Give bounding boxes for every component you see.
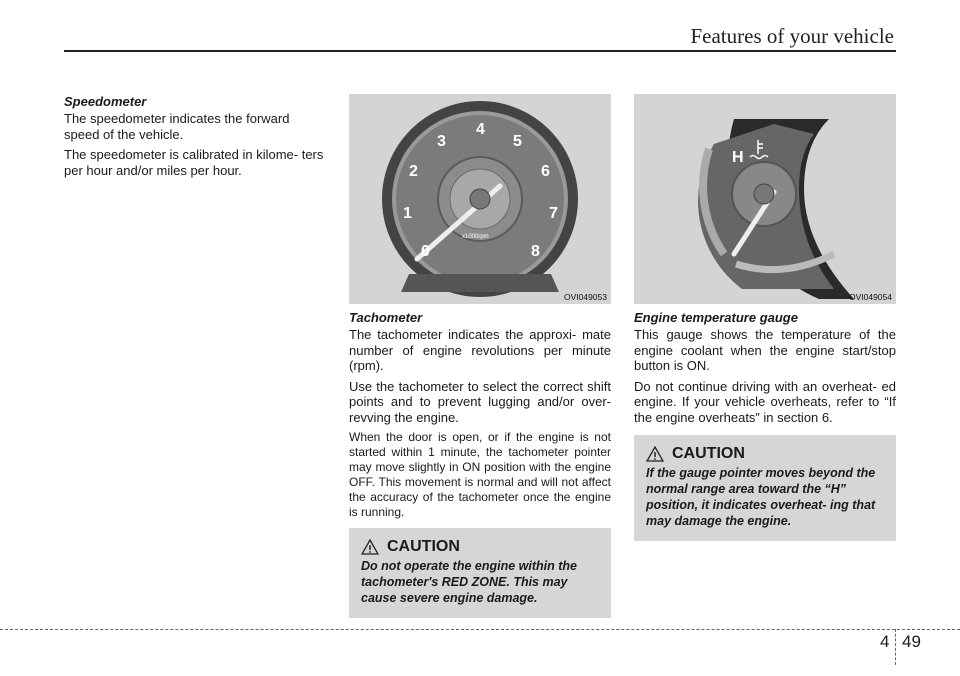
- page-header-title: Features of your vehicle: [690, 24, 894, 48]
- tachometer-paragraph: The tachometer indicates the approxi- mate number of engine revolutions per minute (rpm).: [349, 327, 611, 373]
- temperature-paragraph: This gauge shows the temperature of the engine coolant when the engine start/stop button is ON.: [634, 327, 896, 373]
- tachometer-caution: [349, 528, 611, 618]
- gauge-letter: H: [732, 149, 744, 166]
- speedometer-paragraph: The speedometer indicates the forward speed of the vehicle.: [64, 111, 290, 142]
- figure-id: OVI049054: [848, 292, 892, 302]
- caution-header: [361, 538, 599, 556]
- caution-title: CAUTION: [387, 538, 460, 555]
- caution-title: CAUTION: [672, 445, 745, 462]
- tach-unit-label: x1000rpm: [462, 234, 489, 240]
- temperature-paragraph: Do not continue driving with an overheat- ed engine. If your vehicle overheats, refer to “If the engine overheats” in section 6.: [634, 378, 896, 425]
- tach-number: 7: [549, 205, 558, 222]
- speedometer-paragraph: The speedometer is calibrated in kilome- ters per hour and/or miles per hour.: [64, 147, 324, 178]
- chapter-number: 4: [880, 632, 890, 651]
- header-rule: [64, 50, 896, 52]
- tach-number: 4: [476, 121, 485, 138]
- tachometer-title: Tachometer: [349, 310, 423, 325]
- speedometer-section: [64, 94, 326, 183]
- tachometer-section: [349, 94, 611, 618]
- footer-rule: [0, 629, 960, 630]
- tachometer-figure: [349, 94, 611, 304]
- warning-icon: [361, 539, 379, 555]
- page-number-separator: [895, 629, 896, 665]
- tach-number: 0: [421, 243, 430, 260]
- temperature-title: Engine temperature gauge: [634, 310, 798, 325]
- tach-number: 1: [403, 205, 412, 222]
- tach-number: 8: [531, 243, 540, 260]
- tach-number: 2: [409, 163, 418, 180]
- warning-icon: [646, 446, 664, 462]
- tach-number: 6: [541, 163, 550, 180]
- caution-header: [646, 445, 884, 463]
- tach-number: 3: [437, 133, 446, 150]
- tachometer-paragraph: When the door is open, or if the engine is not started within 1 minute, the tachometer pointer may move slightly in ON position with the engine OFF. This movement is normal and will not affect the accuracy of the tachometer once the engine is running.: [349, 430, 611, 519]
- temperature-figure: [634, 94, 896, 304]
- tach-number: 5: [513, 133, 522, 150]
- page-number: 49: [902, 632, 921, 651]
- temperature-gauge-illustration: [634, 94, 896, 304]
- temperature-section: [634, 94, 896, 541]
- tachometer-paragraph: Use the tachometer to select the correct shift points and to prevent lugging and/or over-revving the engine.: [349, 378, 611, 425]
- caution-text: If the gauge pointer moves beyond the normal range area toward the “H” position, it indicates overheat- ing that may damage the engine.: [646, 466, 876, 528]
- temperature-caution: [634, 435, 896, 541]
- figure-id: OVI049053: [563, 292, 607, 302]
- speedometer-title: Speedometer: [64, 94, 147, 109]
- tachometer-illustration: [349, 94, 611, 304]
- caution-text: Do not operate the engine within the tachometer's RED ZONE. This may cause severe engine damage.: [361, 559, 577, 605]
